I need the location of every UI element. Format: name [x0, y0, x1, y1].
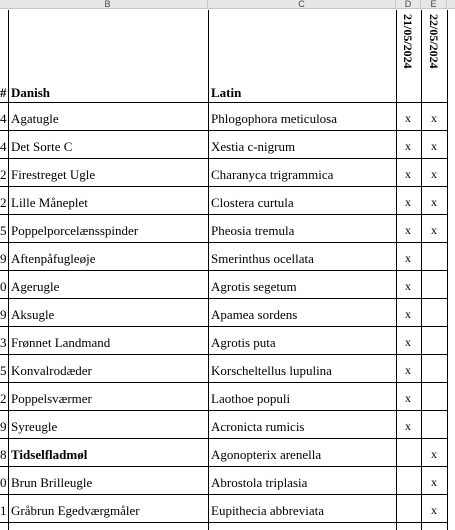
row-number[interactable]: 8	[0, 448, 7, 462]
latin-name[interactable]: Charanyca trigrammica	[211, 168, 334, 182]
danish-name[interactable]: Aftenpåfugleøje	[11, 252, 96, 266]
row-number[interactable]: 9	[0, 420, 7, 434]
date-2-mark[interactable]: x	[431, 139, 437, 153]
column-header-b[interactable]: B	[8, 0, 208, 9]
danish-name[interactable]: Gråbrun Egedværgmåler	[11, 504, 140, 518]
date-1-mark[interactable]: x	[405, 195, 411, 209]
row-number[interactable]: 9	[0, 252, 7, 266]
danish-name[interactable]: Brun Brilleugle	[11, 476, 93, 490]
grid-line-horizontal	[0, 298, 447, 299]
grid-line-horizontal	[0, 326, 447, 327]
latin-name[interactable]: Laothoe populi	[211, 392, 291, 406]
date-2-mark[interactable]: x	[431, 111, 437, 125]
date-1-mark[interactable]: x	[405, 279, 411, 293]
header-latin[interactable]: Latin	[211, 86, 242, 100]
latin-name[interactable]: Abrostola triplasia	[211, 476, 308, 490]
danish-name[interactable]: Frønnet Landmand	[11, 336, 111, 350]
column-header-d[interactable]: D	[396, 0, 421, 9]
latin-name[interactable]: Apamea sordens	[211, 308, 298, 322]
row-number[interactable]: 4	[0, 112, 7, 126]
grid-line-horizontal	[0, 130, 447, 131]
row-number[interactable]: 4	[0, 140, 7, 154]
latin-name[interactable]: Smerinthus ocellata	[211, 252, 314, 266]
column-header-c[interactable]: C	[208, 0, 396, 9]
column-header-e[interactable]: E	[421, 0, 447, 9]
date-1-mark[interactable]: x	[405, 167, 411, 181]
grid-line-horizontal	[0, 494, 447, 495]
date-1-mark[interactable]: x	[405, 419, 411, 433]
danish-name[interactable]: Poppelporcelænsspinder	[11, 224, 139, 238]
header-danish[interactable]: Danish	[11, 86, 51, 100]
row-number[interactable]: 5	[0, 364, 7, 378]
date-2-mark[interactable]: x	[431, 223, 437, 237]
grid-line-horizontal	[0, 214, 447, 215]
latin-name[interactable]: Phlogophora meticulosa	[211, 112, 338, 126]
latin-name[interactable]: Acronicta rumicis	[211, 420, 305, 434]
danish-name[interactable]: Konvalrodæder	[11, 364, 92, 378]
latin-name[interactable]: Agrotis puta	[211, 336, 276, 350]
row-number[interactable]: 0	[0, 280, 7, 294]
latin-name[interactable]: Pheosia tremula	[211, 224, 295, 238]
grid-line-horizontal	[0, 158, 447, 159]
grid-line-horizontal	[0, 354, 447, 355]
date-1-mark[interactable]: x	[405, 307, 411, 321]
grid-line-horizontal	[0, 438, 447, 439]
header-number[interactable]: #	[0, 86, 7, 100]
date-2-mark[interactable]: x	[431, 503, 437, 517]
date-1-mark[interactable]: x	[405, 111, 411, 125]
header-date-1[interactable]: 21/05/2024	[401, 14, 415, 69]
grid-line-vertical	[447, 10, 448, 530]
row-number[interactable]: 0	[0, 476, 7, 490]
danish-name[interactable]: Lille Måneplet	[11, 196, 88, 210]
latin-name[interactable]: Eupithecia abbreviata	[211, 504, 324, 518]
latin-name[interactable]: Agonopterix arenella	[211, 448, 322, 462]
row-number[interactable]: 9	[0, 308, 7, 322]
danish-name[interactable]: Agerugle	[11, 280, 60, 294]
row-number[interactable]: 5	[0, 224, 7, 238]
date-1-mark[interactable]: x	[405, 391, 411, 405]
danish-name[interactable]: Det Sorte C	[11, 140, 73, 154]
date-1-mark[interactable]: x	[405, 223, 411, 237]
danish-name[interactable]: Tidselfladmøl	[11, 448, 88, 462]
date-2-mark[interactable]: x	[431, 447, 437, 461]
grid-line-horizontal	[0, 522, 447, 523]
row-number[interactable]: 3	[0, 336, 7, 350]
latin-name[interactable]: Agrotis segetum	[211, 280, 297, 294]
date-1-mark[interactable]: x	[405, 363, 411, 377]
grid-line-horizontal	[0, 410, 447, 411]
grid-line-horizontal	[0, 270, 447, 271]
danish-name[interactable]: Syreugle	[11, 420, 58, 434]
row-number[interactable]: 2	[0, 196, 7, 210]
row-number[interactable]: 2	[0, 168, 7, 182]
grid-line-horizontal	[0, 186, 447, 187]
row-number[interactable]: 1	[0, 504, 7, 518]
latin-name[interactable]: Xestia c-nigrum	[211, 140, 296, 154]
date-2-mark[interactable]: x	[431, 475, 437, 489]
grid-line-horizontal	[0, 242, 447, 243]
grid-line-horizontal	[0, 382, 447, 383]
row-number[interactable]: 2	[0, 392, 7, 406]
grid-line-horizontal	[0, 466, 447, 467]
grid-line-horizontal	[0, 102, 447, 103]
header-date-2[interactable]: 22/05/2024	[427, 14, 441, 69]
latin-name[interactable]: Clostera curtula	[211, 196, 294, 210]
date-2-mark[interactable]: x	[431, 195, 437, 209]
latin-name[interactable]: Korscheltellus lupulina	[211, 364, 332, 378]
date-1-mark[interactable]: x	[405, 335, 411, 349]
danish-name[interactable]: Aksugle	[11, 308, 55, 322]
date-1-mark[interactable]: x	[405, 139, 411, 153]
danish-name[interactable]: Firestreget Ugle	[11, 168, 96, 182]
date-2-mark[interactable]: x	[431, 167, 437, 181]
danish-name[interactable]: Agatugle	[11, 112, 59, 126]
date-1-mark[interactable]: x	[405, 251, 411, 265]
danish-name[interactable]: Poppelsværmer	[11, 392, 92, 406]
